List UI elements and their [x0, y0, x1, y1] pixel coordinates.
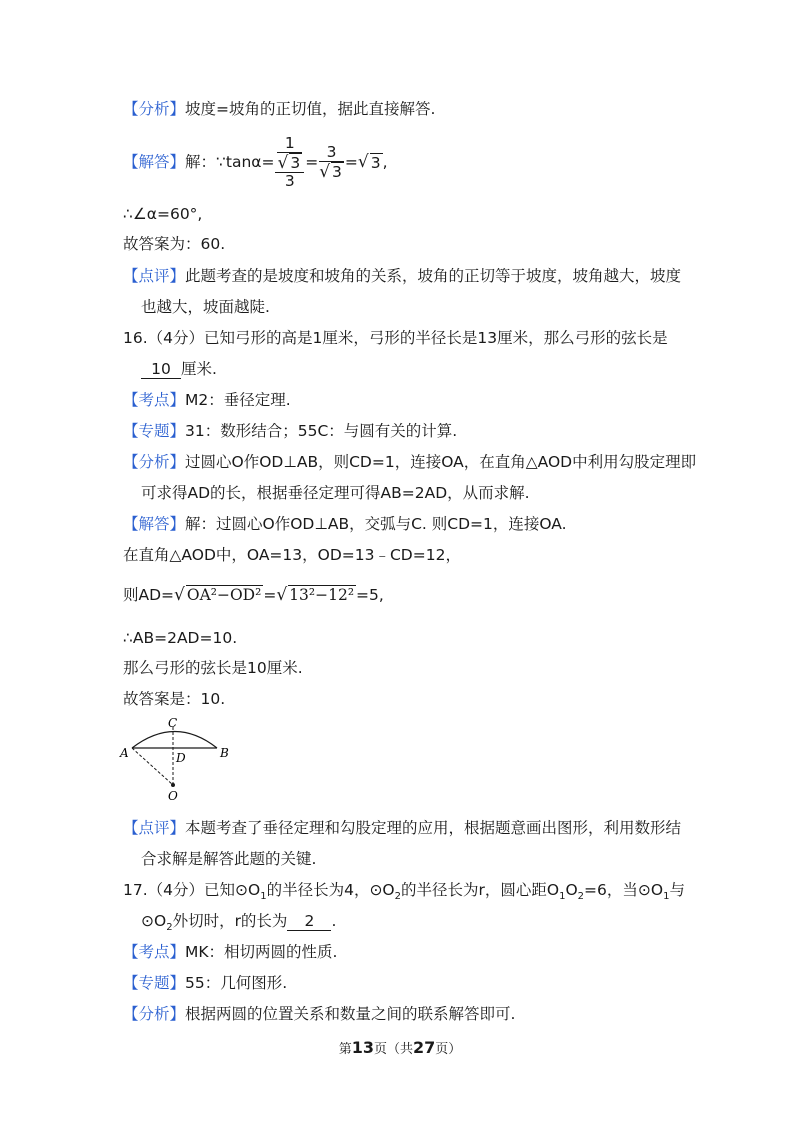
q15-analysis-line	[123, 98, 435, 120]
analysis-text: 坡度=坡角的正切值，据此直接解答.	[185, 100, 436, 118]
q15-answer: 故答案为：60.	[123, 235, 226, 253]
q16-analysis-line-1: 【分析】过圆心O作OD⊥AB，则CD=1，连接OA，在直角△AOD中利用勾股定理即	[123, 453, 697, 471]
page-footer: 第13页（共27页）	[338, 1038, 462, 1057]
q17-kaodian-line: 【考点】MK：相切两圆的性质.	[123, 943, 338, 961]
fraction-1-over-sqrt3-over-3	[275, 135, 304, 190]
q16-solution-line-2: 在直角△AOD中，OA=13，OD=13﹣CD=12，	[123, 546, 461, 564]
solution-prefix: 解：∵tanα=	[185, 153, 275, 171]
frac-inner: $\frac{1}{√ 3}$	[277, 133, 301, 173]
solution-tag: 【解答】	[123, 515, 186, 533]
sqrt-3: 3	[370, 153, 381, 172]
q16-analysis-line-2: 可求得AD的长，根据垂径定理可得AB=2AD，从而求解.	[141, 484, 530, 502]
q17-stem-line-1: 17.（4分）已知$⊙O_1$的半径长为4，$⊙O_2$的半径长为r，圆心距$O_1O_2=6$，当$⊙O_1$与	[123, 881, 685, 903]
frac-denominator: 3	[284, 171, 295, 190]
q15-review-line-2: 也越大，坡面越陡.	[141, 298, 270, 316]
q17-answer-blank: 2	[287, 912, 331, 931]
q16-solution-line-4: ∴AB=2AD=10.	[123, 629, 238, 647]
sqrt-oa-od: OA²−OD²	[186, 586, 262, 604]
label-b: B	[220, 746, 229, 760]
zhuanti-tag: 【专题】	[123, 422, 186, 440]
current-page-number: 13	[351, 1038, 374, 1057]
label-d: D	[176, 751, 186, 765]
kaodian-tag: 【考点】	[123, 391, 186, 409]
q16-stem-line-2: 10 厘米.	[141, 358, 217, 380]
fraction-3-over-sqrt3: $\frac{3}{√ 3}$	[319, 142, 342, 182]
label-c: C	[168, 716, 178, 730]
zhuanti-tag: 【专题】	[123, 974, 186, 992]
review-tag: 【点评】	[123, 819, 186, 837]
analysis-tag: 【分析】	[123, 1005, 186, 1023]
q16-answer: 故答案是：10.	[123, 690, 226, 708]
arc-acb	[132, 732, 217, 749]
q16-review-line-2: 合求解是解答此题的关键.	[141, 850, 317, 868]
q16-review-line-1: 【点评】本题考查了垂径定理和勾股定理的应用，根据题意画出图形，利用数形结	[123, 819, 682, 837]
q17-stem-line-2: $⊙O_2$外切时，r的长为 2 .	[141, 912, 337, 934]
review-tag: 【点评】	[123, 267, 186, 285]
q16-solution-line-1: 【解答】解：过圆心O作OD⊥AB，交弧与C. 则CD=1，连接OA.	[123, 515, 567, 533]
solution-tag: 【解答】	[123, 153, 186, 171]
kaodian-tag: 【考点】	[123, 943, 186, 961]
sqrt-13-12: 13²−12²	[289, 586, 355, 604]
q17-analysis-line: 【分析】根据两圆的位置关系和数量之间的联系解答即可.	[123, 1005, 516, 1023]
q16-solution-line-5: 那么弓形的弦长是10厘米.	[123, 659, 303, 677]
q15-therefore: ∴∠α=60°,	[123, 205, 203, 223]
q15-solution-line: 【解答】 解：∵tanα= $\frac{\frac{1}{√ 3}}{3}$ = $\frac{3}{√ 3}$ = √ 3 ,	[123, 133, 388, 190]
analysis-tag: 【分析】	[123, 453, 186, 471]
segment-oa	[132, 748, 173, 785]
q15-review-line-1: 【点评】此题考查的是坡度和坡角的关系，坡角的正切等于坡度，坡角越大，坡度	[123, 267, 682, 285]
q17-zhuanti-line: 【专题】55：几何图形.	[123, 974, 288, 992]
label-o: O	[168, 789, 178, 803]
chord-geometry-diagram	[118, 715, 238, 805]
q16-answer-blank: 10	[141, 360, 181, 379]
total-page-count: 27	[413, 1038, 436, 1057]
q16-zhuanti-line: 【专题】31：数形结合；55C：与圆有关的计算.	[123, 422, 458, 440]
point-o	[171, 783, 175, 787]
q16-stem-line-1: 16.（4分）已知弓形的高是1厘米，弓形的半径长是13厘米，那么弓形的弦长是	[123, 329, 668, 347]
q16-kaodian-line: 【考点】M2：垂径定理.	[123, 391, 291, 409]
label-a: A	[120, 746, 129, 760]
q16-ad-equation: 则AD=√ OA²−OD² =√ 13²−12² =5,	[123, 585, 384, 605]
analysis-tag: 【分析】	[123, 100, 186, 118]
